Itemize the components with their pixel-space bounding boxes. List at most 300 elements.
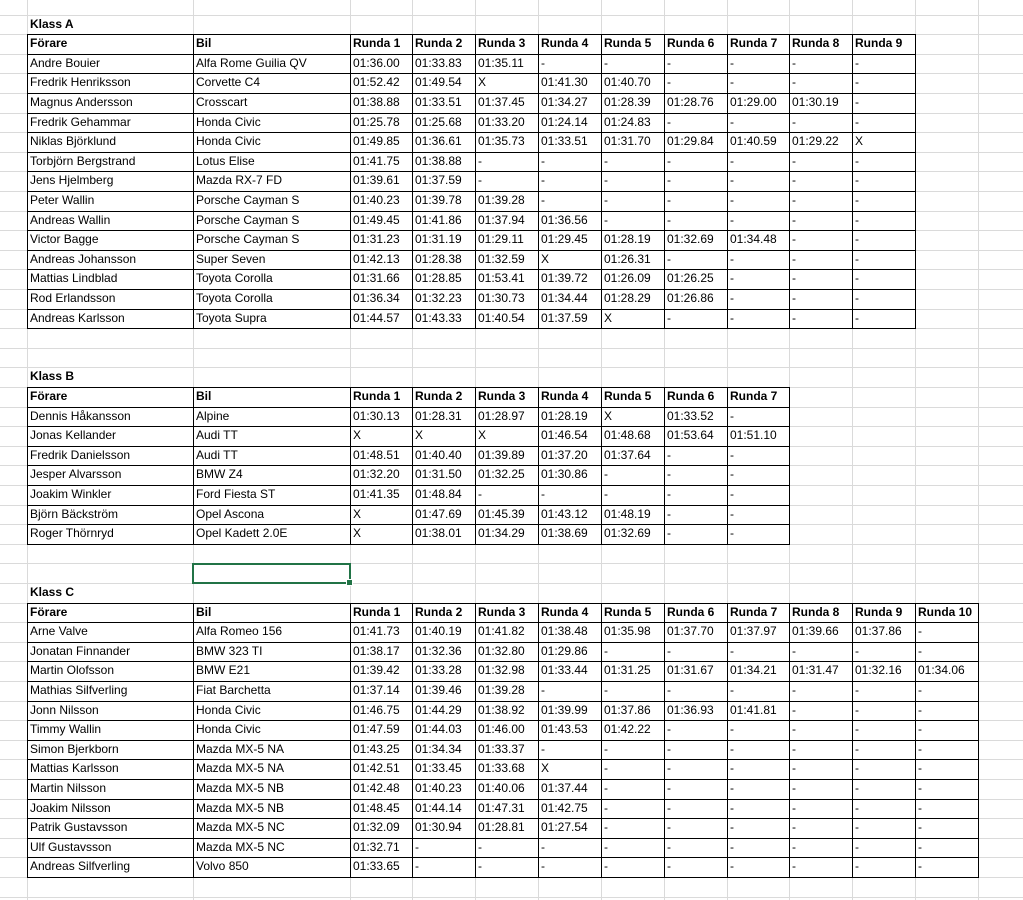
car-cell[interactable]: Toyota Corolla [196, 290, 273, 305]
lap-time-cell[interactable]: 01:44.57 [353, 310, 400, 325]
column-header[interactable]: Runda 2 [415, 36, 463, 51]
car-cell[interactable]: Super Seven [196, 251, 266, 266]
driver-cell[interactable]: Mathias Silfverling [30, 682, 128, 697]
lap-time-cell[interactable]: 01:37.44 [541, 780, 588, 795]
car-cell[interactable]: Mazda RX-7 FD [196, 173, 283, 188]
lap-time-cell[interactable]: 01:42.22 [604, 722, 651, 737]
lap-time-cell[interactable]: 01:33.52 [667, 408, 714, 423]
lap-time-cell[interactable]: 01:38.17 [353, 643, 400, 658]
lap-time-cell[interactable]: - [918, 839, 922, 854]
lap-time-cell[interactable]: 01:35.11 [478, 55, 524, 70]
lap-time-cell[interactable]: 01:48.68 [604, 428, 651, 443]
column-header[interactable]: Runda 4 [541, 388, 589, 403]
lap-time-cell[interactable]: 01:41.73 [353, 624, 400, 639]
driver-cell[interactable]: Fredrik Gehammar [30, 114, 131, 129]
column-header[interactable]: Runda 7 [730, 604, 778, 619]
lap-time-cell[interactable]: - [855, 643, 859, 658]
lap-time-cell[interactable]: 01:33.51 [541, 134, 588, 149]
lap-time-cell[interactable]: 01:27.54 [541, 820, 588, 835]
driver-cell[interactable]: Jonatan Finnander [30, 643, 131, 658]
lap-time-cell[interactable]: 01:34.48 [730, 232, 777, 247]
lap-time-cell[interactable]: - [478, 486, 482, 501]
lap-time-cell[interactable]: - [792, 722, 796, 737]
lap-time-cell[interactable]: 01:38.88 [353, 94, 400, 109]
column-header[interactable]: Bil [196, 604, 212, 619]
lap-time-cell[interactable]: 01:31.50 [415, 467, 462, 482]
lap-time-cell[interactable]: - [667, 722, 671, 737]
lap-time-cell[interactable]: - [667, 526, 671, 541]
lap-time-cell[interactable]: - [730, 75, 734, 90]
lap-time-cell[interactable]: - [855, 682, 859, 697]
column-header[interactable]: Bil [196, 36, 212, 51]
lap-time-cell[interactable]: 01:41.75 [353, 153, 400, 168]
lap-time-cell[interactable]: - [792, 232, 796, 247]
lap-time-cell[interactable]: 01:32.59 [478, 251, 525, 266]
section-title[interactable]: Klass C [30, 584, 75, 599]
lap-time-cell[interactable]: - [730, 55, 734, 70]
lap-time-cell[interactable]: - [541, 173, 545, 188]
column-header[interactable]: Runda 1 [353, 604, 401, 619]
lap-time-cell[interactable]: - [918, 780, 922, 795]
lap-time-cell[interactable]: - [667, 153, 671, 168]
driver-cell[interactable]: Magnus Andersson [30, 94, 133, 109]
car-cell[interactable]: Porsche Cayman S [196, 212, 300, 227]
lap-time-cell[interactable]: - [792, 251, 796, 266]
lap-time-cell[interactable]: - [541, 859, 545, 874]
lap-time-cell[interactable]: 01:33.44 [541, 663, 588, 678]
driver-cell[interactable]: Arne Valve [30, 624, 88, 639]
lap-time-cell[interactable]: 01:36.34 [353, 290, 400, 305]
column-header[interactable]: Runda 1 [353, 36, 401, 51]
lap-time-cell[interactable]: 01:39.78 [415, 192, 462, 207]
lap-time-cell[interactable]: 01:32.98 [478, 663, 525, 678]
lap-time-cell[interactable]: - [541, 55, 545, 70]
lap-time-cell[interactable]: 01:37.64 [604, 447, 651, 462]
lap-time-cell[interactable]: - [604, 780, 608, 795]
driver-cell[interactable]: Joakim Winkler [30, 486, 112, 501]
lap-time-cell[interactable]: - [792, 114, 796, 129]
car-cell[interactable]: Honda Civic [196, 722, 261, 737]
lap-time-cell[interactable]: - [918, 624, 922, 639]
lap-time-cell[interactable]: - [918, 682, 922, 697]
column-header[interactable]: Runda 6 [667, 388, 715, 403]
lap-time-cell[interactable]: 01:37.45 [478, 94, 525, 109]
lap-time-cell[interactable]: - [667, 506, 671, 521]
lap-time-cell[interactable]: 01:40.54 [478, 310, 525, 325]
driver-cell[interactable]: Martin Nilsson [30, 780, 107, 795]
lap-time-cell[interactable]: 01:36.00 [353, 55, 400, 70]
driver-cell[interactable]: Ulf Gustavsson [30, 839, 112, 854]
column-header[interactable]: Runda 8 [792, 36, 840, 51]
lap-time-cell[interactable]: - [667, 251, 671, 266]
lap-time-cell[interactable]: 01:41.81 [730, 702, 777, 717]
lap-time-cell[interactable]: 01:47.31 [478, 800, 525, 815]
lap-time-cell[interactable]: 01:26.86 [667, 290, 714, 305]
lap-time-cell[interactable]: - [604, 192, 608, 207]
driver-cell[interactable]: Fredrik Henriksson [30, 75, 131, 90]
column-header[interactable]: Runda 3 [478, 604, 526, 619]
lap-time-cell[interactable]: 01:34.27 [541, 94, 588, 109]
lap-time-cell[interactable]: 01:48.45 [353, 800, 400, 815]
lap-time-cell[interactable]: - [855, 251, 859, 266]
lap-time-cell[interactable]: - [667, 212, 671, 227]
car-cell[interactable]: Honda Civic [196, 134, 261, 149]
car-cell[interactable]: Alpine [196, 408, 230, 423]
driver-cell[interactable]: Torbjörn Bergstrand [30, 153, 136, 168]
lap-time-cell[interactable]: X [604, 408, 613, 423]
lap-time-cell[interactable]: - [730, 114, 734, 129]
driver-cell[interactable]: Dennis Håkansson [30, 408, 131, 423]
lap-time-cell[interactable]: 01:37.59 [541, 310, 588, 325]
lap-time-cell[interactable]: - [730, 467, 734, 482]
lap-time-cell[interactable]: X [478, 428, 487, 443]
lap-time-cell[interactable]: - [792, 643, 796, 658]
lap-time-cell[interactable]: 01:34.21 [730, 663, 777, 678]
column-header[interactable]: Runda 5 [604, 604, 652, 619]
driver-cell[interactable]: Björn Bäckström [30, 506, 119, 521]
lap-time-cell[interactable]: 01:40.23 [353, 192, 400, 207]
lap-time-cell[interactable]: - [730, 212, 734, 227]
lap-time-cell[interactable]: - [792, 820, 796, 835]
car-cell[interactable]: Alfa Romeo 156 [196, 624, 283, 639]
lap-time-cell[interactable]: 01:31.23 [353, 232, 400, 247]
lap-time-cell[interactable]: 01:26.31 [604, 251, 651, 266]
lap-time-cell[interactable]: 01:31.19 [415, 232, 462, 247]
lap-time-cell[interactable]: 01:26.25 [667, 271, 714, 286]
column-header[interactable]: Runda 5 [604, 36, 652, 51]
lap-time-cell[interactable]: - [918, 722, 922, 737]
lap-time-cell[interactable]: 01:47.59 [353, 722, 400, 737]
lap-time-cell[interactable]: 01:35.73 [478, 134, 525, 149]
lap-time-cell[interactable]: X [415, 428, 424, 443]
lap-time-cell[interactable]: 01:24.83 [604, 114, 651, 129]
lap-time-cell[interactable]: 01:42.48 [353, 780, 400, 795]
lap-time-cell[interactable]: 01:29.11 [478, 232, 524, 247]
lap-time-cell[interactable]: - [667, 114, 671, 129]
lap-time-cell[interactable]: - [792, 859, 796, 874]
lap-time-cell[interactable]: - [792, 780, 796, 795]
lap-time-cell[interactable]: 01:32.25 [478, 467, 525, 482]
car-cell[interactable]: Honda Civic [196, 114, 261, 129]
lap-time-cell[interactable]: - [855, 173, 859, 188]
lap-time-cell[interactable]: - [730, 722, 734, 737]
lap-time-cell[interactable]: - [730, 290, 734, 305]
lap-time-cell[interactable]: 01:28.81 [478, 820, 525, 835]
lap-time-cell[interactable]: 01:25.68 [415, 114, 462, 129]
car-cell[interactable]: Toyota Corolla [196, 271, 273, 286]
lap-time-cell[interactable]: - [792, 212, 796, 227]
car-cell[interactable]: Opel Ascona [196, 506, 265, 521]
car-cell[interactable]: Mazda MX-5 NA [196, 761, 285, 776]
lap-time-cell[interactable]: 01:42.13 [353, 251, 400, 266]
lap-time-cell[interactable]: 01:48.84 [415, 486, 462, 501]
column-header[interactable]: Runda 7 [730, 388, 778, 403]
lap-time-cell[interactable]: - [541, 153, 545, 168]
lap-time-cell[interactable]: - [855, 780, 859, 795]
driver-cell[interactable]: Jesper Alvarsson [30, 467, 122, 482]
lap-time-cell[interactable]: 01:41.86 [415, 212, 462, 227]
car-cell[interactable]: Toyota Supra [196, 310, 267, 325]
car-cell[interactable]: Corvette C4 [196, 75, 261, 90]
lap-time-cell[interactable]: - [855, 55, 859, 70]
lap-time-cell[interactable]: X [478, 75, 487, 90]
lap-time-cell[interactable]: - [667, 467, 671, 482]
lap-time-cell[interactable]: 01:39.28 [478, 682, 525, 697]
lap-time-cell[interactable]: - [792, 173, 796, 188]
column-header[interactable]: Runda 3 [478, 36, 526, 51]
lap-time-cell[interactable]: - [792, 153, 796, 168]
driver-cell[interactable]: Andreas Johansson [30, 251, 137, 266]
lap-time-cell[interactable]: 01:32.36 [415, 643, 462, 658]
lap-time-cell[interactable]: 01:37.86 [855, 624, 902, 639]
car-cell[interactable]: BMW 323 TI [196, 643, 263, 658]
lap-time-cell[interactable]: 01:26.09 [604, 271, 651, 286]
column-header[interactable]: Runda 2 [415, 388, 463, 403]
car-cell[interactable]: Mazda MX-5 NA [196, 741, 285, 756]
driver-cell[interactable]: Jonas Kellander [30, 428, 117, 443]
lap-time-cell[interactable]: X [855, 134, 864, 149]
lap-time-cell[interactable]: - [667, 643, 671, 658]
lap-time-cell[interactable]: - [604, 800, 608, 815]
lap-time-cell[interactable]: 01:33.51 [415, 94, 462, 109]
lap-time-cell[interactable]: - [604, 55, 608, 70]
lap-time-cell[interactable]: - [855, 212, 859, 227]
lap-time-cell[interactable]: 01:24.14 [541, 114, 588, 129]
lap-time-cell[interactable]: - [730, 271, 734, 286]
lap-time-cell[interactable]: - [730, 761, 734, 776]
column-header[interactable]: Runda 4 [541, 36, 589, 51]
lap-time-cell[interactable]: - [478, 173, 482, 188]
lap-time-cell[interactable]: 01:43.25 [353, 741, 400, 756]
lap-time-cell[interactable]: - [855, 741, 859, 756]
driver-cell[interactable]: Niklas Björklund [30, 134, 117, 149]
column-header[interactable]: Runda 8 [792, 604, 840, 619]
lap-time-cell[interactable]: 01:28.19 [541, 408, 588, 423]
lap-time-cell[interactable]: 01:35.98 [604, 624, 651, 639]
lap-time-cell[interactable]: - [918, 800, 922, 815]
lap-time-cell[interactable]: - [604, 467, 608, 482]
column-header[interactable]: Förare [30, 604, 68, 619]
lap-time-cell[interactable]: 01:53.64 [667, 428, 714, 443]
driver-cell[interactable]: Joakim Nilsson [30, 800, 111, 815]
lap-time-cell[interactable]: 01:37.86 [604, 702, 651, 717]
lap-time-cell[interactable]: 01:37.70 [667, 624, 714, 639]
lap-time-cell[interactable]: 01:32.20 [353, 467, 400, 482]
lap-time-cell[interactable]: 01:36.56 [541, 212, 588, 227]
lap-time-cell[interactable]: 01:48.19 [604, 506, 651, 521]
lap-time-cell[interactable]: X [541, 761, 550, 776]
lap-time-cell[interactable]: 01:37.20 [541, 447, 588, 462]
lap-time-cell[interactable]: 01:29.84 [667, 134, 714, 149]
lap-time-cell[interactable]: - [730, 820, 734, 835]
lap-time-cell[interactable]: 01:40.40 [415, 447, 462, 462]
lap-time-cell[interactable]: 01:39.66 [792, 624, 839, 639]
lap-time-cell[interactable]: 01:34.34 [415, 741, 462, 756]
lap-time-cell[interactable]: 01:40.06 [478, 780, 525, 795]
lap-time-cell[interactable]: 01:28.38 [415, 251, 462, 266]
lap-time-cell[interactable]: - [667, 780, 671, 795]
lap-time-cell[interactable]: - [792, 290, 796, 305]
lap-time-cell[interactable]: - [855, 800, 859, 815]
lap-time-cell[interactable]: 01:34.29 [478, 526, 525, 541]
lap-time-cell[interactable]: 01:30.19 [792, 94, 839, 109]
car-cell[interactable]: Mazda MX-5 NB [196, 780, 285, 795]
lap-time-cell[interactable]: - [792, 271, 796, 286]
driver-cell[interactable]: Fredrik Danielsson [30, 447, 131, 462]
driver-cell[interactable]: Roger Thörnryd [30, 526, 114, 541]
car-cell[interactable]: Honda Civic [196, 702, 261, 717]
lap-time-cell[interactable]: 01:28.76 [667, 94, 714, 109]
lap-time-cell[interactable]: - [730, 526, 734, 541]
lap-time-cell[interactable]: 01:33.37 [478, 741, 525, 756]
lap-time-cell[interactable]: - [730, 800, 734, 815]
lap-time-cell[interactable]: - [604, 741, 608, 756]
lap-time-cell[interactable]: 01:36.61 [415, 134, 462, 149]
lap-time-cell[interactable]: - [855, 290, 859, 305]
lap-time-cell[interactable]: 01:37.14 [353, 682, 400, 697]
column-header[interactable]: Runda 6 [667, 604, 715, 619]
column-header[interactable]: Förare [30, 36, 68, 51]
lap-time-cell[interactable]: 01:43.12 [541, 506, 588, 521]
lap-time-cell[interactable]: - [604, 682, 608, 697]
lap-time-cell[interactable]: - [855, 75, 859, 90]
lap-time-cell[interactable]: 01:32.69 [604, 526, 651, 541]
column-header[interactable]: Runda 7 [730, 36, 778, 51]
lap-time-cell[interactable]: 01:39.61 [353, 173, 400, 188]
lap-time-cell[interactable]: - [855, 192, 859, 207]
lap-time-cell[interactable]: - [792, 839, 796, 854]
lap-time-cell[interactable]: 01:39.42 [353, 663, 400, 678]
lap-time-cell[interactable]: - [667, 820, 671, 835]
lap-time-cell[interactable]: - [730, 192, 734, 207]
lap-time-cell[interactable]: - [792, 55, 796, 70]
lap-time-cell[interactable]: - [541, 839, 545, 854]
lap-time-cell[interactable]: - [667, 859, 671, 874]
driver-cell[interactable]: Andreas Silfverling [30, 859, 131, 874]
column-header[interactable]: Runda 4 [541, 604, 589, 619]
lap-time-cell[interactable]: 01:31.66 [353, 271, 400, 286]
lap-time-cell[interactable]: 01:46.54 [541, 428, 588, 443]
lap-time-cell[interactable]: - [730, 173, 734, 188]
lap-time-cell[interactable]: 01:38.01 [415, 526, 462, 541]
lap-time-cell[interactable]: 01:38.88 [415, 153, 462, 168]
lap-time-cell[interactable]: - [478, 859, 482, 874]
lap-time-cell[interactable]: 01:30.94 [415, 820, 462, 835]
lap-time-cell[interactable]: 01:39.28 [478, 192, 525, 207]
lap-time-cell[interactable]: - [730, 682, 734, 697]
lap-time-cell[interactable]: 01:28.29 [604, 290, 651, 305]
selected-cell[interactable] [192, 563, 351, 584]
driver-cell[interactable]: Mattias Lindblad [30, 271, 118, 286]
lap-time-cell[interactable]: - [918, 702, 922, 717]
lap-time-cell[interactable]: 01:51.10 [730, 428, 777, 443]
section-title[interactable]: Klass A [30, 16, 74, 31]
lap-time-cell[interactable]: - [415, 859, 419, 874]
lap-time-cell[interactable]: 01:39.72 [541, 271, 588, 286]
lap-time-cell[interactable]: - [730, 408, 734, 423]
lap-time-cell[interactable]: 01:32.71 [353, 839, 400, 854]
driver-cell[interactable]: Andreas Karlsson [30, 310, 125, 325]
column-header[interactable]: Runda 5 [604, 388, 652, 403]
lap-time-cell[interactable]: 01:29.22 [792, 134, 839, 149]
lap-time-cell[interactable]: - [918, 859, 922, 874]
lap-time-cell[interactable]: - [855, 232, 859, 247]
lap-time-cell[interactable]: 01:49.45 [353, 212, 400, 227]
lap-time-cell[interactable]: 01:33.65 [353, 859, 400, 874]
lap-time-cell[interactable]: 01:32.80 [478, 643, 525, 658]
driver-cell[interactable]: Martin Olofsson [30, 663, 115, 678]
lap-time-cell[interactable]: - [667, 192, 671, 207]
lap-time-cell[interactable]: 01:39.99 [541, 702, 588, 717]
lap-time-cell[interactable]: 01:34.06 [918, 663, 965, 678]
lap-time-cell[interactable]: - [604, 839, 608, 854]
lap-time-cell[interactable]: 01:45.39 [478, 506, 525, 521]
lap-time-cell[interactable]: - [415, 839, 419, 854]
car-cell[interactable]: Porsche Cayman S [196, 232, 300, 247]
lap-time-cell[interactable]: - [667, 310, 671, 325]
lap-time-cell[interactable]: 01:48.51 [353, 447, 400, 462]
lap-time-cell[interactable]: - [604, 820, 608, 835]
lap-time-cell[interactable]: - [792, 192, 796, 207]
column-header[interactable]: Bil [196, 388, 212, 403]
lap-time-cell[interactable]: - [667, 800, 671, 815]
lap-time-cell[interactable]: 01:42.75 [541, 800, 588, 815]
lap-time-cell[interactable]: - [792, 702, 796, 717]
lap-time-cell[interactable]: 01:43.53 [541, 722, 588, 737]
lap-time-cell[interactable]: 01:31.70 [604, 134, 651, 149]
lap-time-cell[interactable]: 01:37.94 [478, 212, 525, 227]
lap-time-cell[interactable]: 01:29.45 [541, 232, 588, 247]
column-header[interactable]: Runda 9 [855, 36, 903, 51]
lap-time-cell[interactable]: - [855, 761, 859, 776]
car-cell[interactable]: Porsche Cayman S [196, 192, 300, 207]
lap-time-cell[interactable]: - [667, 682, 671, 697]
car-cell[interactable]: Lotus Elise [196, 153, 255, 168]
lap-time-cell[interactable]: - [792, 682, 796, 697]
lap-time-cell[interactable]: - [730, 153, 734, 168]
lap-time-cell[interactable]: - [855, 153, 859, 168]
lap-time-cell[interactable]: 01:40.70 [604, 75, 651, 90]
lap-time-cell[interactable]: - [604, 859, 608, 874]
lap-time-cell[interactable]: - [855, 722, 859, 737]
car-cell[interactable]: BMW Z4 [196, 467, 243, 482]
lap-time-cell[interactable]: 01:44.29 [415, 702, 462, 717]
driver-cell[interactable]: Jonn Nilsson [30, 702, 99, 717]
column-header[interactable]: Runda 2 [415, 604, 463, 619]
lap-time-cell[interactable]: 01:33.45 [415, 761, 462, 776]
lap-time-cell[interactable]: - [667, 55, 671, 70]
lap-time-cell[interactable]: 01:38.69 [541, 526, 588, 541]
lap-time-cell[interactable]: - [792, 75, 796, 90]
lap-time-cell[interactable]: - [667, 447, 671, 462]
lap-time-cell[interactable]: 01:28.31 [415, 408, 462, 423]
lap-time-cell[interactable]: - [918, 741, 922, 756]
car-cell[interactable]: Alfa Rome Guilia QV [196, 55, 307, 70]
lap-time-cell[interactable]: - [478, 839, 482, 854]
car-cell[interactable]: Opel Kadett 2.0E [196, 526, 288, 541]
car-cell[interactable]: Crosscart [196, 94, 248, 109]
lap-time-cell[interactable]: - [667, 761, 671, 776]
lap-time-cell[interactable]: - [855, 839, 859, 854]
lap-time-cell[interactable]: 01:25.78 [353, 114, 400, 129]
driver-cell[interactable]: Mattias Karlsson [30, 761, 119, 776]
driver-cell[interactable]: Simon Bjerkborn [30, 741, 119, 756]
lap-time-cell[interactable]: 01:34.44 [541, 290, 588, 305]
lap-time-cell[interactable]: 01:42.51 [353, 761, 400, 776]
lap-time-cell[interactable]: - [792, 800, 796, 815]
lap-time-cell[interactable]: - [730, 486, 734, 501]
lap-time-cell[interactable]: 01:30.73 [478, 290, 525, 305]
